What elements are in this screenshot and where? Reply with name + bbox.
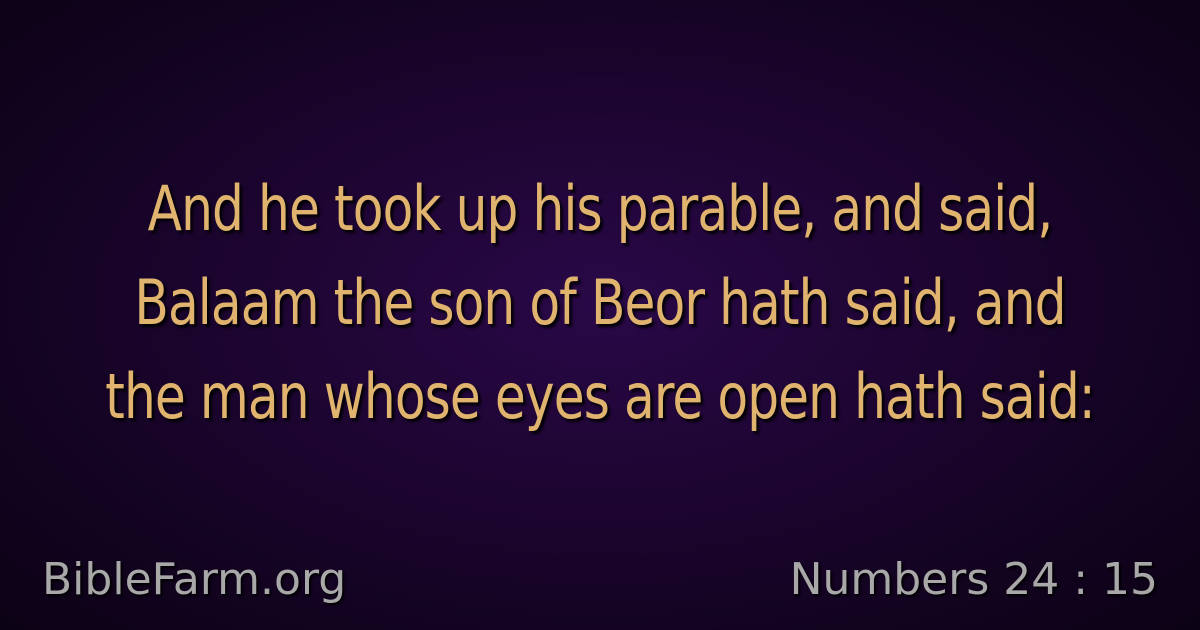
verse-line-1: And he took up his parable, and said,: [147, 172, 1053, 245]
verse-line-3: the man whose eyes are open hath said:: [105, 360, 1095, 433]
site-name: BibleFarm.org: [42, 554, 347, 605]
verse-text: [30, 162, 1170, 444]
verse-reference: Numbers 24 : 15: [789, 554, 1158, 605]
verse-line-2: Balaam the son of Beor hath said, and: [134, 266, 1066, 339]
